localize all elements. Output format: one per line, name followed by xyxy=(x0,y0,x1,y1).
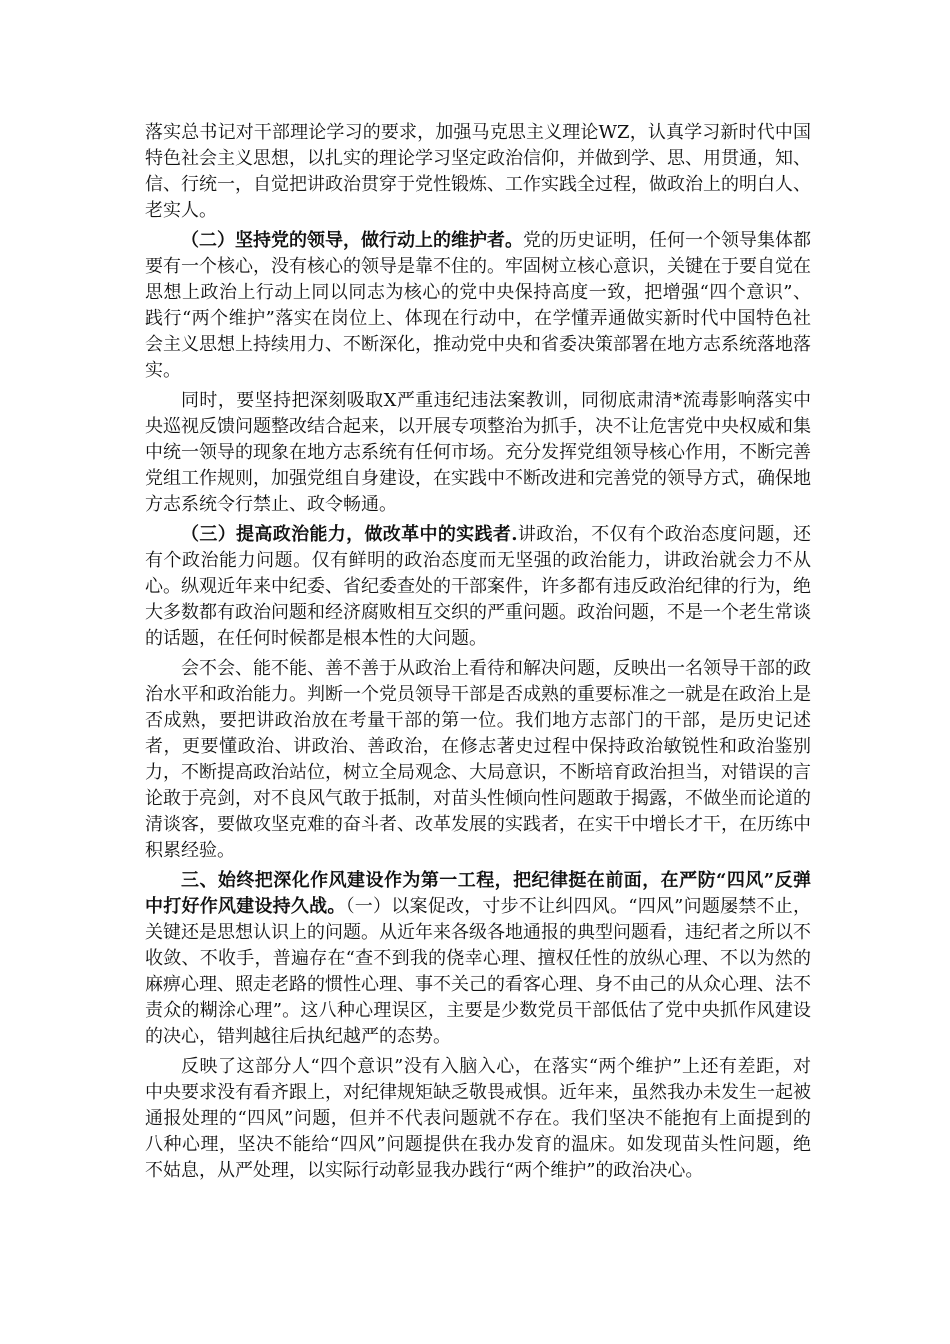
paragraph-5 xyxy=(145,656,811,864)
paragraph-5-text: 会不会、能不能、善不善于从政治上看待和解决问题，反映出一名领导干部的政治水平和政治能力。判断一个党员领导干部是否成熟的重要标准之一就是在政治上是否成熟，要把讲政治放在考量干部的第一位。我们地方志部门的干部，是历史记述者，更要懂政治、讲政治、善政治，在修志著史过程中保持政治敏锐性和政治鉴别力，不断提高政治站位，树立全局观念、大局意识，不断培育政治担当，对错误的言论敢于亮剑，对不良风气敢于抵制，对苗头性倾向性问题敢于揭露，不做坐而论道的清谈客，要做攻坚克难的奋斗者、改革发展的实践者，在实干中增长才干，在历练中积累经验。 xyxy=(145,658,811,861)
paragraph-3 xyxy=(145,388,811,518)
paragraph-4 xyxy=(145,522,811,652)
paragraph-6-text: （一）以案促改，寸步不让纠四风。“四风”问题屡禁不止，关键还是思想认识上的问题。从近年来各级各地通报的典型问题看，违纪者之所以不收敛、不收手，普遍存在“查不到我的侥幸心理、擅权任性的放纵心理、不以为然的麻痹心理、照走老路的惯性心理、事不关己的看客心理、身不由己的从众心理、法不责众的糊涂心理”。这八种心理误区，主要是少数党员干部低估了党中央抓作风建设的决心，错判越往后执纪越严的态势。 xyxy=(145,896,812,1047)
paragraph-2 xyxy=(145,228,811,384)
paragraph-6 xyxy=(145,868,811,1050)
paragraph-6-heading: 三、始终把深化作风建设作为第一工程，把纪律挺在前面，在严防“四风”反弹中打好作风建设持久战。 xyxy=(145,870,811,917)
paragraph-7-text: 反映了这部分人“四个意识”没有入脑入心，在落实“两个维护”上还有差距，对中央要求没有看齐跟上，对纪律规矩缺乏敬畏戒惧。近年来，虽然我办未发生一起被通报处理的“四风”问题，但并不代表问题就不存在。我们坚决不能抱有上面提到的八种心理，坚决不能给“四风”问题提供在我办发育的温床。如发现苗头性问题，绝不姑息，从严处理，以实际行动彰显我办践行“两个维护”的政治决心。 xyxy=(145,1056,811,1181)
paragraph-2-text: 党的历史证明，任何一个领导集体都要有一个核心，没有核心的领导是靠不住的。牢固树立核心意识，关键在于要自觉在思想上政治上行动上同以同志为核心的党中央保持高度一致，把增强“四个意识”、践行“两个维护”落实在岗位上、体现在行动中，在学懂弄通做实新时代中国特色社会主义思想上持续用力、不断深化，推动党中央和省委决策部署在地方志系统落地落实。 xyxy=(145,230,811,381)
document-page xyxy=(145,120,811,1188)
paragraph-3-text: 同时，要坚持把深刻吸取X严重违纪违法案教训，同彻底肃清*流毒影响落实中央巡视反馈问题整改结合起来，以开展专项整治为抓手，决不让危害党中央权威和集中统一领导的现象在地方志系统有任何市场。充分发挥党组领导核心作用，不断完善党组工作规则，加强党组自身建设，在实践中不断改进和完善党的领导方式，确保地方志系统令行禁止、政令畅通。 xyxy=(145,390,811,515)
paragraph-4-text: 讲政治，不仅有个政治态度问题，还有个政治能力问题。仅有鲜明的政治态度而无坚强的政治能力，讲政治就会力不从心。纵观近年来中纪委、省纪委查处的干部案件，许多都有违反政治纪律的行为，绝大多数都有政治问题和经济腐败相互交织的严重问题。政治问题，不是一个老生常谈的话题，在任何时候都是根本性的大问题。 xyxy=(145,524,812,649)
paragraph-1 xyxy=(145,120,811,224)
paragraph-2-heading: （二）坚持党的领导，做行动上的维护者。 xyxy=(181,230,523,251)
paragraph-1-text: 落实总书记对干部理论学习的要求，加强马克思主义理论WZ，认真学习新时代中国特色社会主义思想，以扎实的理论学习坚定政治信仰，并做到学、思、用贯通，知、信、行统一，自觉把讲政治贯穿于党性锻炼、工作实践全过程，做政治上的明白人、老实人。 xyxy=(145,122,811,221)
paragraph-4-heading: （三）提高政治能力，做改革中的实践者. xyxy=(181,524,518,545)
paragraph-7 xyxy=(145,1054,811,1184)
